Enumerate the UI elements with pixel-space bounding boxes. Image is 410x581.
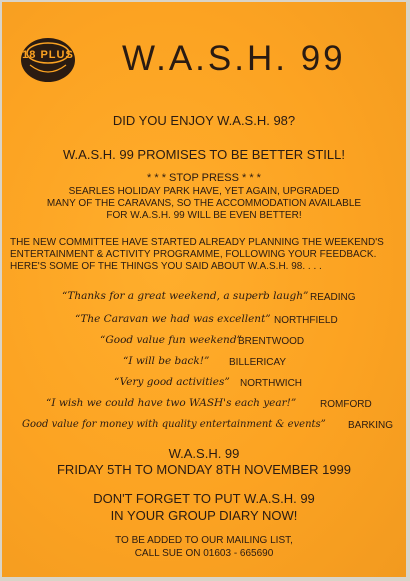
- stop-press-heading: * * * STOP PRESS * * *: [147, 172, 261, 184]
- intro-line: ENTERTAINMENT & ACTIVITY PROGRAMME, FOLLOWING YOUR FEEDBACK.: [10, 249, 377, 260]
- logo-text: 18 PLUS: [22, 49, 74, 61]
- feedback-quote: [123, 355, 209, 367]
- quote-text: “I will be back!”: [123, 355, 210, 367]
- quote-text: “I wish we could have two WASH's each year!”: [46, 397, 297, 409]
- stop-press-line: FOR W.A.S.H. 99 WILL BE EVEN BETTER!: [106, 210, 302, 221]
- feedback-town: BRENTWOOD: [238, 336, 305, 347]
- feedback-quote: [22, 418, 326, 430]
- event-dates: FRIDAY 5TH TO MONDAY 8TH NOVEMBER 1999: [56, 462, 352, 477]
- diary-reminder-line: DON'T FORGET TO PUT W.A.S.H. 99: [93, 491, 315, 506]
- feedback-quote: [100, 334, 242, 346]
- page-title: W.A.S.H. 99: [122, 39, 346, 78]
- quote-text: “Very good activities”: [114, 376, 230, 388]
- feedback-town: ROMFORD: [320, 399, 372, 410]
- intro-line: HERE'S SOME OF THE THINGS YOU SAID ABOUT W.A.S.H. 98. . . .: [10, 261, 322, 272]
- feedback-town: BILLERICAY: [229, 357, 287, 368]
- quote-text: “Thanks for a great weekend, a superb laugh”: [62, 290, 309, 302]
- headline-question: DID YOU ENJOY W.A.S.H. 98?: [112, 113, 296, 128]
- quote-text: “The Caravan we had was excellent”: [75, 313, 271, 325]
- feedback-town: NORTHWICH: [240, 378, 303, 389]
- intro-line: THE NEW COMMITTEE HAVE STARTED ALREADY PLANNING THE WEEKEND'S: [10, 237, 384, 248]
- headline-promise: W.A.S.H. 99 PROMISES TO BE BETTER STILL!: [63, 147, 345, 162]
- flyer-sheet: [2, 2, 406, 577]
- feedback-town: READING: [310, 292, 356, 303]
- feedback-quote: [46, 397, 296, 409]
- feedback-quote: [75, 313, 271, 325]
- feedback-town: NORTHFIELD: [274, 315, 338, 326]
- event-title: W.A.S.H. 99: [168, 446, 240, 461]
- quote-text: Good value for money with quality entertainment & events”: [22, 419, 326, 430]
- quote-text: “Good value fun weekend”: [100, 334, 242, 346]
- mailing-list-line: TO BE ADDED TO OUR MAILING LIST,: [115, 535, 293, 546]
- feedback-quote: [62, 290, 308, 302]
- stop-press-line: SEARLES HOLIDAY PARK HAVE, YET AGAIN, UPGRADED: [68, 186, 340, 197]
- stop-press-line: MANY OF THE CARAVANS, SO THE ACCOMMODATION AVAILABLE: [46, 198, 362, 209]
- mailing-list-phone: CALL SUE ON 01603 - 665690: [134, 548, 274, 559]
- eighteen-plus-logo: [20, 35, 76, 85]
- feedback-quote: [114, 376, 230, 388]
- diary-reminder-line: IN YOUR GROUP DIARY NOW!: [110, 508, 298, 523]
- feedback-town: BARKING: [348, 420, 394, 431]
